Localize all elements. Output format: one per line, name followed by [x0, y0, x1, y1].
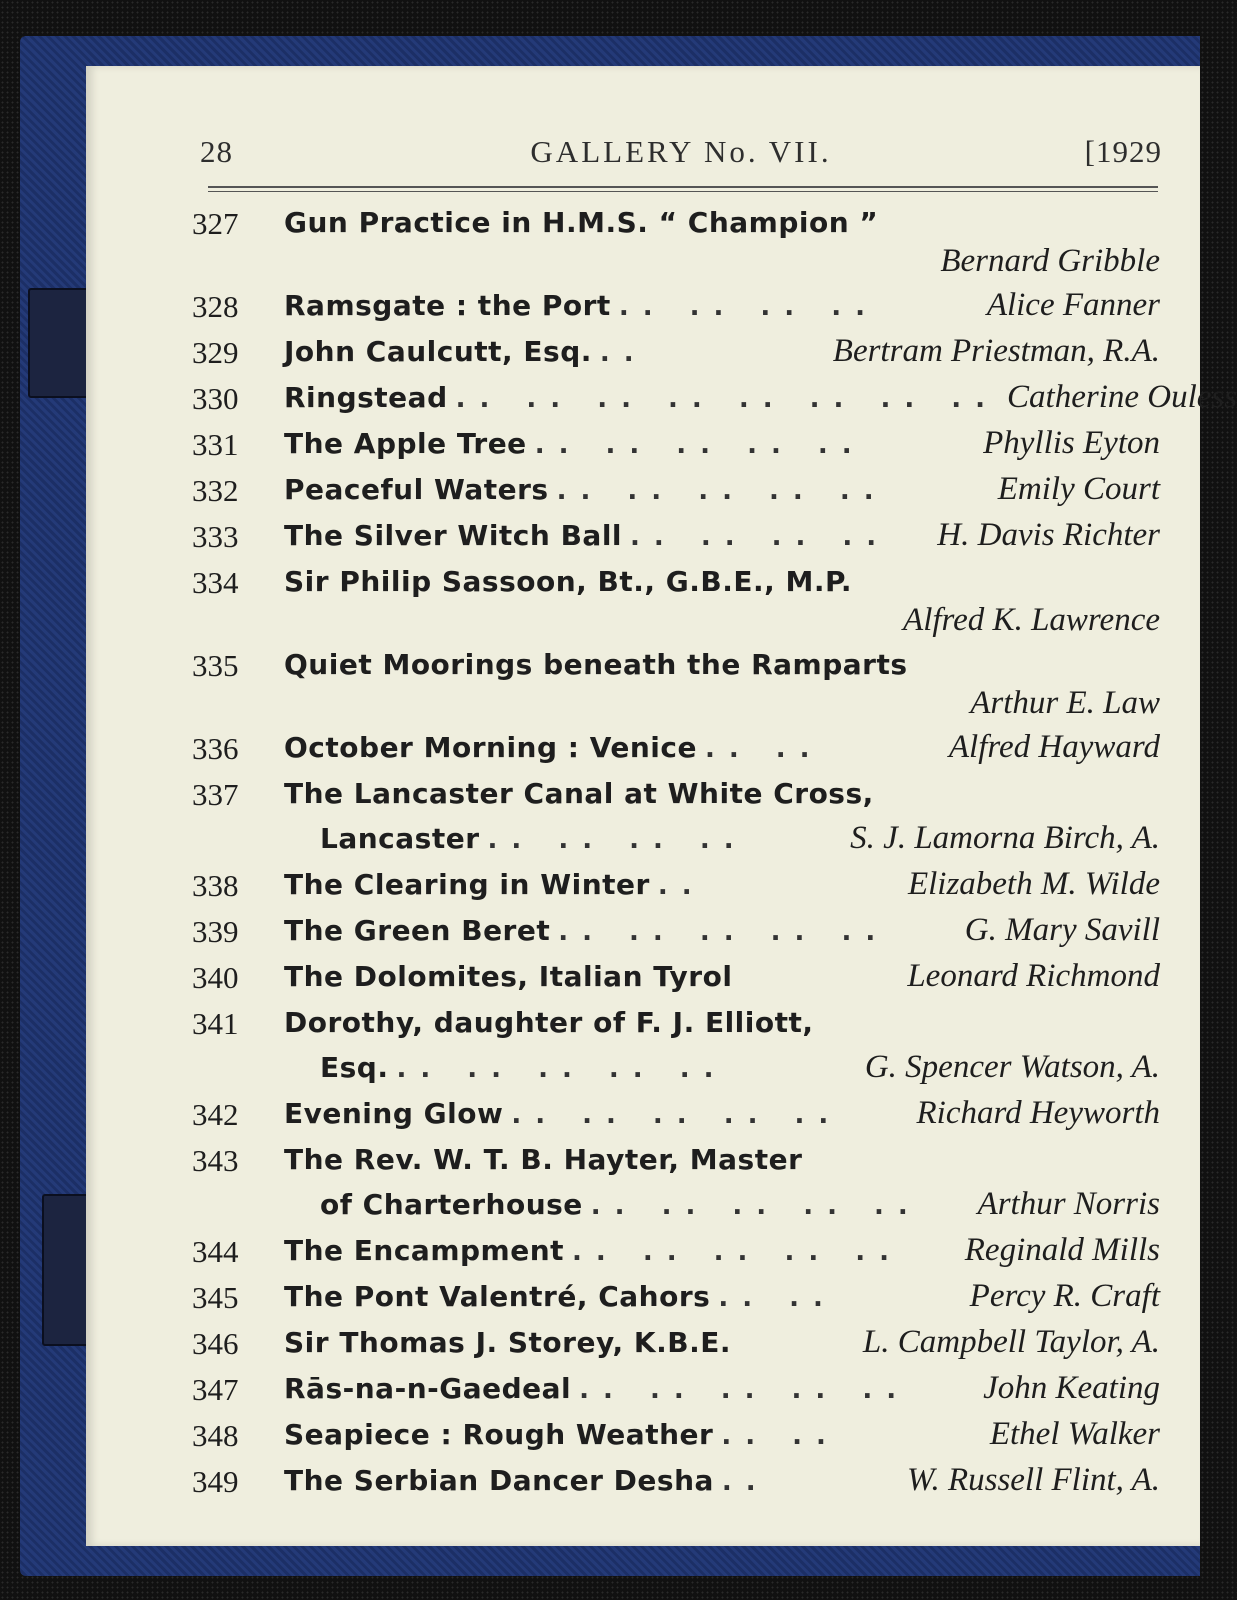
entry-number: 338 — [192, 868, 239, 903]
entry-artist: Percy R. Craft — [969, 1278, 1160, 1314]
catalogue-entry — [192, 771, 1160, 862]
entry-content — [284, 283, 1160, 329]
catalogue-entry — [192, 1228, 1160, 1274]
entry-number: 335 — [192, 648, 239, 683]
entry-number: 329 — [192, 335, 239, 370]
entry-content — [284, 467, 1160, 513]
entry-number: 346 — [192, 1326, 239, 1361]
entry-content — [284, 1366, 1160, 1412]
entry-title: Peaceful Waters — [284, 473, 549, 506]
entry-number: 347 — [192, 1372, 239, 1407]
entry-title-continued: of Charterhouse — [320, 1188, 583, 1221]
entry-title: The Serbian Dancer Desha — [284, 1464, 714, 1497]
entry-number: 340 — [192, 960, 239, 995]
entry-content — [284, 559, 1160, 642]
entry-title-continued: Lancaster — [320, 822, 480, 855]
catalogue-entry — [192, 1412, 1160, 1458]
leader-dots: .. .. .. .. — [630, 522, 891, 552]
entry-artist: W. Russell Flint, A. — [906, 1462, 1160, 1498]
entry-artist: Alice Fanner — [986, 287, 1160, 323]
entry-content — [284, 1228, 1160, 1274]
entry-content — [284, 375, 1237, 421]
leader-dots: .. .. — [718, 1283, 837, 1313]
entry-content — [284, 1320, 1160, 1366]
entry-artist: L. Campbell Taylor, A. — [862, 1324, 1160, 1360]
entry-content — [284, 1091, 1160, 1137]
catalogue-entry — [192, 421, 1160, 467]
leader-dots: .. .. .. .. .. — [558, 917, 890, 947]
entry-number: 330 — [192, 381, 239, 416]
entry-title: Seapiece : Rough Weather — [284, 1418, 714, 1451]
leader-dots: .. — [721, 1467, 770, 1497]
entry-number: 327 — [192, 206, 239, 241]
entry-artist: Arthur E. Law — [970, 685, 1160, 721]
entry-artist: Arthur Norris — [977, 1186, 1160, 1222]
entry-title: Dorothy, daughter of F. J. Elliott, — [284, 1006, 814, 1039]
entry-content — [284, 1458, 1160, 1504]
entry-artist: John Keating — [983, 1370, 1160, 1406]
entry-title: Gun Practice in H.M.S. “ Champion ” — [284, 206, 879, 239]
entry-content — [284, 513, 1160, 559]
entry-artist: Alfred K. Lawrence — [903, 602, 1160, 638]
entry-title: Sir Philip Sassoon, Bt., G.B.E., M.P. — [284, 565, 853, 598]
entry-number: 328 — [192, 289, 239, 324]
catalogue-entry — [192, 908, 1160, 954]
entry-content — [284, 725, 1160, 771]
entry-content — [284, 329, 1160, 375]
leader-dots: .. .. — [721, 1421, 840, 1451]
entry-number: 336 — [192, 731, 239, 766]
entry-title: Rās-na-n-Gaedeal — [284, 1372, 572, 1405]
entry-content — [284, 1137, 1160, 1228]
entry-number: 334 — [192, 565, 239, 600]
catalogue-entry — [192, 1366, 1160, 1412]
entry-artist: G. Mary Savill — [964, 912, 1160, 948]
entry-title: Quiet Moorings beneath the Ramparts — [284, 648, 908, 681]
entry-artist: Ethel Walker — [989, 1416, 1160, 1452]
entry-content — [284, 908, 1160, 954]
catalogue-entry — [192, 1137, 1160, 1228]
catalogue-entry — [192, 862, 1160, 908]
entry-content — [284, 771, 1160, 862]
catalogue-entry — [192, 467, 1160, 513]
entry-content — [284, 1274, 1160, 1320]
catalogue-entry — [192, 642, 1160, 725]
leader-dots: .. .. .. .. — [487, 825, 748, 855]
entry-title: The Encampment — [284, 1234, 565, 1267]
catalogue-entry — [192, 1458, 1160, 1504]
leader-dots: .. — [657, 871, 706, 901]
catalogue-entry — [192, 1091, 1160, 1137]
entry-title: October Morning : Venice — [284, 731, 697, 764]
page-number: 28 — [200, 134, 233, 169]
entry-number: 332 — [192, 473, 239, 508]
leader-dots: .. .. .. .. .. — [534, 430, 866, 460]
catalogue-entry — [192, 1000, 1160, 1091]
catalogue-entry — [192, 1274, 1160, 1320]
leader-dots: .. .. .. .. .. — [572, 1237, 904, 1267]
leader-dots: .. .. .. .. .. — [579, 1375, 911, 1405]
leader-dots: .. .. .. .. .. — [590, 1191, 922, 1221]
entry-content — [284, 421, 1160, 467]
entry-title: The Lancaster Canal at White Cross, — [284, 777, 874, 810]
header-rule-thin — [208, 191, 1158, 192]
catalogue-entry — [192, 1320, 1160, 1366]
entry-artist: Bertram Priestman, R.A. — [832, 333, 1160, 369]
leader-dots: .. .. .. .. .. — [556, 476, 888, 506]
catalogue-entry — [192, 559, 1160, 642]
entry-number: 339 — [192, 914, 239, 949]
gallery-title: GALLERY No. VII. — [530, 134, 832, 169]
entry-artist: Reginald Mills — [964, 1232, 1160, 1268]
year-marker: [1929 — [1084, 134, 1162, 169]
entry-title: The Apple Tree — [284, 427, 527, 460]
catalogue-entry — [192, 725, 1160, 771]
entry-number: 342 — [192, 1097, 239, 1132]
entry-title: Ramsgate : the Port — [284, 289, 611, 322]
entry-title: John Caulcutt, Esq. — [284, 335, 592, 368]
entry-title: The Rev. W. T. B. Hayter, Master — [284, 1143, 803, 1176]
header-rule — [208, 186, 1158, 188]
entry-artist: Catherine Ouless — [1007, 379, 1237, 415]
leader-dots: .. .. .. .. .. — [396, 1054, 728, 1084]
entry-artist: H. Davis Richter — [937, 517, 1160, 553]
entry-content — [284, 1000, 1160, 1091]
entry-artist: Alfred Hayward — [948, 729, 1160, 765]
leader-dots: .. .. .. .. .. — [511, 1100, 843, 1130]
entry-content — [284, 954, 1160, 1000]
entry-number: 343 — [192, 1143, 239, 1178]
entry-title: The Silver Witch Ball — [284, 519, 623, 552]
catalogue-entries — [192, 200, 1237, 1504]
catalogue-entry — [192, 513, 1160, 559]
entry-artist: Richard Heyworth — [916, 1095, 1160, 1131]
leader-dots: .. .. .. .. — [618, 292, 879, 322]
catalogue-entry — [192, 375, 1237, 421]
entry-number: 337 — [192, 777, 239, 812]
entry-title: The Green Beret — [284, 914, 551, 947]
entry-content — [284, 200, 1160, 283]
entry-number: 331 — [192, 427, 239, 462]
entry-content — [284, 862, 1160, 908]
entry-number: 344 — [192, 1234, 239, 1269]
entry-artist: Phyllis Eyton — [983, 425, 1160, 461]
entry-content — [284, 642, 1160, 725]
entry-artist: S. J. Lamorna Birch, A. — [850, 820, 1160, 856]
entry-title: Sir Thomas J. Storey, K.B.E. — [284, 1326, 732, 1359]
entry-title: The Clearing in Winter — [284, 868, 650, 901]
entry-title: The Pont Valentré, Cahors — [284, 1280, 711, 1313]
entry-number: 348 — [192, 1418, 239, 1453]
entry-artist: G. Spencer Watson, A. — [864, 1049, 1160, 1085]
leader-dots: .. .. — [704, 734, 824, 764]
catalogue-entry — [192, 200, 1160, 283]
entry-artist: Elizabeth M. Wilde — [907, 866, 1160, 902]
catalogue-entry — [192, 283, 1160, 329]
leader-dots: .. — [599, 338, 648, 368]
entry-artist: Emily Court — [997, 471, 1160, 507]
entry-number: 333 — [192, 519, 239, 554]
entry-number: 349 — [192, 1464, 239, 1499]
catalogue-entry — [192, 954, 1160, 1000]
leader-dots: .. .. .. .. .. .. .. .. — [455, 384, 1000, 414]
page-header — [200, 128, 1162, 172]
catalogue-entry — [192, 329, 1160, 375]
entry-title-continued: Esq. — [320, 1051, 389, 1084]
entry-title: Evening Glow — [284, 1097, 504, 1130]
entry-title: Ringstead — [284, 381, 448, 414]
entry-artist: Bernard Gribble — [940, 243, 1160, 279]
entry-title: The Dolomites, Italian Tyrol — [284, 960, 733, 993]
entry-number: 345 — [192, 1280, 239, 1315]
entry-number: 341 — [192, 1006, 239, 1041]
entry-content — [284, 1412, 1160, 1458]
entry-artist: Leonard Richmond — [907, 958, 1160, 994]
